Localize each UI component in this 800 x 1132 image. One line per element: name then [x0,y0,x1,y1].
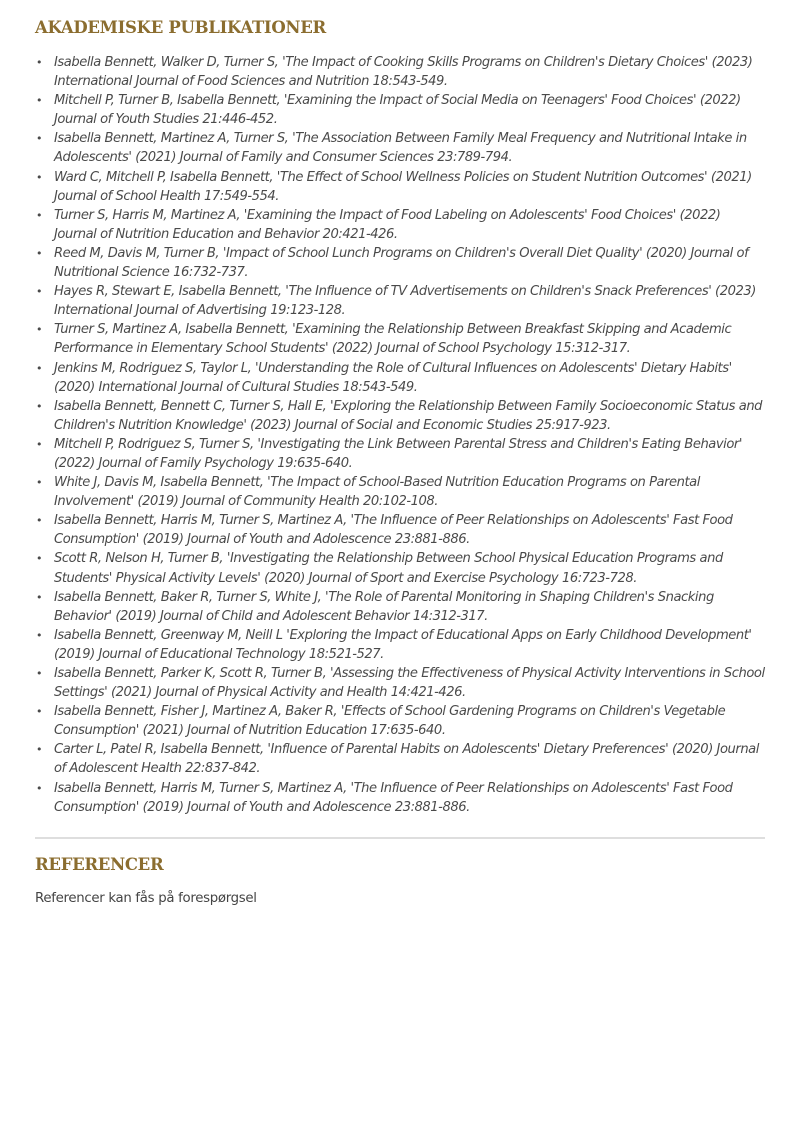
publication-item [35,282,765,320]
publications-list [35,53,765,817]
publication-item [35,549,765,587]
publication-item [35,168,765,206]
publication-item [35,473,765,511]
publication-citation: Reed M, Davis M, Turner B, 'Impact of School Lunch Programs on Children's Overall Diet Quality' (2020) Journal of Nutritional Science 16:732-737. [54,245,749,281]
publication-citation: Mitchell P, Turner B, Isabella Bennett, 'Examining the Impact of Social Media on Teenagers' Food Choices' (2022) Journal of Youth Studies 21:446-452. [54,93,741,128]
publication-citation: Isabella Bennett, Baker R, Turner S, White J, 'The Role of Parental Monitoring in Shaping Children's Snacking Behavior' (2019) Journal of Child and Adolescent Behavior 14:312-317. [54,589,714,624]
publication-item [35,435,765,473]
publication-citation: Isabella Bennett, Harris M, Turner S, Martinez A, 'The Influence of Peer Relationships on Adolescents' Fast Food Consumption' (2019) Journal of Youth and Adolescence 23:881-886. [54,780,733,815]
bullet-icon: • [36,705,43,719]
publications-heading: AKADEMISKE PUBLIKATIONER [35,18,326,37]
publication-item [35,244,765,282]
bullet-icon: • [36,628,43,642]
bullet-icon: • [36,285,43,299]
publication-citation: Scott R, Nelson H, Turner B, 'Investigating the Relationship Between School Physical Education Programs and Students' Physical Activity Levels' (2020) Journal of Sport and Exercise Psychology 16:723-728. [54,551,723,586]
publication-citation: Mitchell P, Rodriguez S, Turner S, 'Investigating the Link Between Parental Stress and Children's Eating Behavior' (2022) Journal of Family Psychology 19:635-640. [54,436,743,471]
publication-citation: Isabella Bennett, Harris M, Turner S, Martinez A, 'The Influence of Peer Relationships on Adolescents' Fast Food Consumption' (2019) Journal of Youth and Adolescence 23:881-886. [54,513,733,548]
publication-citation: Isabella Bennett, Martinez A, Turner S, 'The Association Between Family Meal Frequency and Nutritional Intake in Adolescents' (2021) Journal of Family and Consumer Sciences 23:789-794. [54,131,747,166]
publication-item [35,588,765,626]
publication-citation: Isabella Bennett, Parker K, Scott R, Turner B, 'Assessing the Effectiveness of Physical Activity Interventions in School Settings' (2021) Journal of Physical Activity and Health 14:421-426. [54,666,765,701]
bullet-icon: • [36,552,43,566]
references-heading: REFERENCER [35,854,164,874]
bullet-icon: • [36,476,43,490]
bullet-icon: • [36,437,43,451]
publication-citation: Isabella Bennett, Walker D, Turner S, 'The Impact of Cooking Skills Programs on Children's Dietary Choices' (2023) International Journal of Food Sciences and Nutrition 18:543-549. [54,55,753,90]
publication-item [35,664,765,702]
publication-citation: Carter L, Patel R, Isabella Bennett, 'Influence of Parental Habits on Adolescents' Dietary Preferences' (2020) Journal of Adolescent Health 22:837-842. [54,742,759,777]
publication-item [35,626,765,664]
publication-item [35,320,765,358]
publication-item [35,511,765,549]
publication-item [35,702,765,740]
publication-citation: White J, Davis M, Isabella Bennett, 'The Impact of School-Based Nutrition Education Programs on Parental Involvement' (2019) Journal of Community Health 20:102-108. [54,475,700,510]
bullet-icon: • [36,781,43,795]
publication-citation: Jenkins M, Rodriguez S, Taylor L, 'Understanding the Role of Cultural Influences on Adolescents' Dietary Habits' (2020) International Journal of Cultural Studies 18:543-549. [54,360,732,395]
bullet-icon: • [36,514,43,528]
bullet-icon: • [36,361,43,375]
publication-item [35,397,765,435]
cv-page [35,0,765,908]
publication-item [35,779,765,817]
bullet-icon: • [36,667,43,680]
bullet-icon: • [36,170,43,184]
publication-citation: Turner S, Martinez A, Isabella Bennett, 'Examining the Relationship Between Breakfast Skipping and Academic Performance in Elementary School Students' (2022) Journal of School Psychology 15:312-317. [54,322,732,357]
bullet-icon: • [36,94,43,108]
bullet-icon: • [36,56,43,69]
bullet-icon: • [36,132,43,146]
publication-item [35,129,765,167]
publication-citation: Isabella Bennett, Greenway M, Neill L 'Exploring the Impact of Educational Apps on Early Childhood Development' (2019) Journal of Educational Technology 18:521-527. [54,627,752,662]
publication-item [35,359,765,397]
bullet-icon: • [36,590,43,604]
publication-citation: Ward C, Mitchell P, Isabella Bennett, 'The Effect of School Wellness Policies on Student Nutrition Outcomes' (2021) Journal of School Health 17:549-554. [54,169,752,204]
references-text: Referencer kan fås på forespørgsel [35,890,257,906]
bullet-icon: • [36,208,43,222]
publication-item [35,91,765,129]
bullet-icon: • [36,743,43,757]
section-divider [35,837,765,839]
publication-citation: Hayes R, Stewart E, Isabella Bennett, 'The Influence of TV Advertisements on Children's Snack Preferences' (2023) International Journal of Advertising 19:123-128. [54,284,756,319]
bullet-icon: • [36,246,43,260]
publication-item [35,740,765,778]
publication-citation: Isabella Bennett, Fisher J, Martinez A, Baker R, 'Effects of School Gardening Programs on Children's Vegetable Consumption' (2021) Journal of Nutrition Education 17:635-640. [54,704,726,739]
bullet-icon: • [36,323,43,337]
bullet-icon: • [36,399,43,413]
publication-item [35,206,765,244]
publication-item [35,53,765,91]
publication-citation: Turner S, Harris M, Martinez A, 'Examining the Impact of Food Labeling on Adolescents' Food Choices' (2022) Journal of Nutrition Education and Behavior 20:421-426. [54,207,721,242]
publication-citation: Isabella Bennett, Bennett C, Turner S, Hall E, 'Exploring the Relationship Between Family Socioeconomic Status and Children's Nutrition Knowledge' (2023) Journal of Social and Economic Studies 25:917-923. [54,398,763,433]
